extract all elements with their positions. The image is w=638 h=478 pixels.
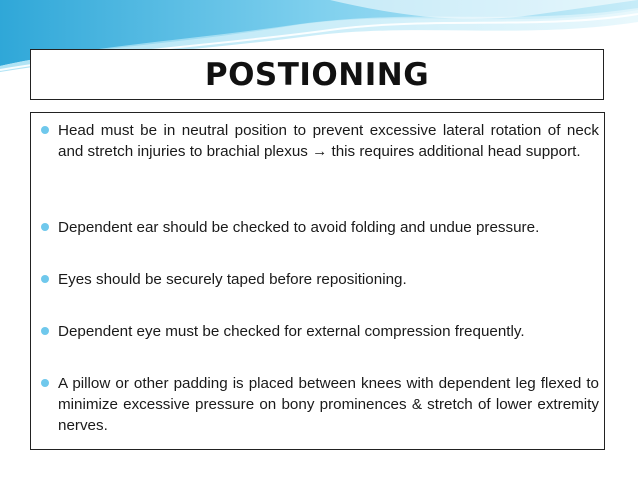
bullet-text: Dependent eye must be checked for external compression frequently.: [58, 323, 525, 340]
title-box: [30, 49, 604, 100]
bullet-item: [39, 373, 599, 436]
bullet-item: [39, 321, 599, 342]
bullet-dot-icon: [41, 223, 49, 231]
bullet-item: [39, 269, 599, 290]
bullet-text: A pillow or other padding is placed between knees with dependent leg flexed to minimize excessive pressure on bony prominences & stretch of lower extremity nerves.: [58, 375, 599, 434]
slide-title: POSTIONING: [204, 56, 430, 93]
bullet-dot-icon: [41, 379, 49, 387]
bullet-item: [39, 120, 599, 162]
bullet-dot-icon: [41, 126, 49, 134]
bullet-dot-icon: [41, 275, 49, 283]
bullet-text: Eyes should be securely taped before repositioning.: [58, 271, 407, 288]
bullet-text: Head must be in neutral position to prevent excessive lateral rotation of neck and stretch injuries to brachial plexus → this requires additional head support.: [58, 122, 599, 160]
bullet-text: Dependent ear should be checked to avoid folding and undue pressure.: [58, 219, 540, 236]
bullet-item: [39, 217, 599, 238]
content-box: [30, 112, 605, 450]
bullet-dot-icon: [41, 327, 49, 335]
